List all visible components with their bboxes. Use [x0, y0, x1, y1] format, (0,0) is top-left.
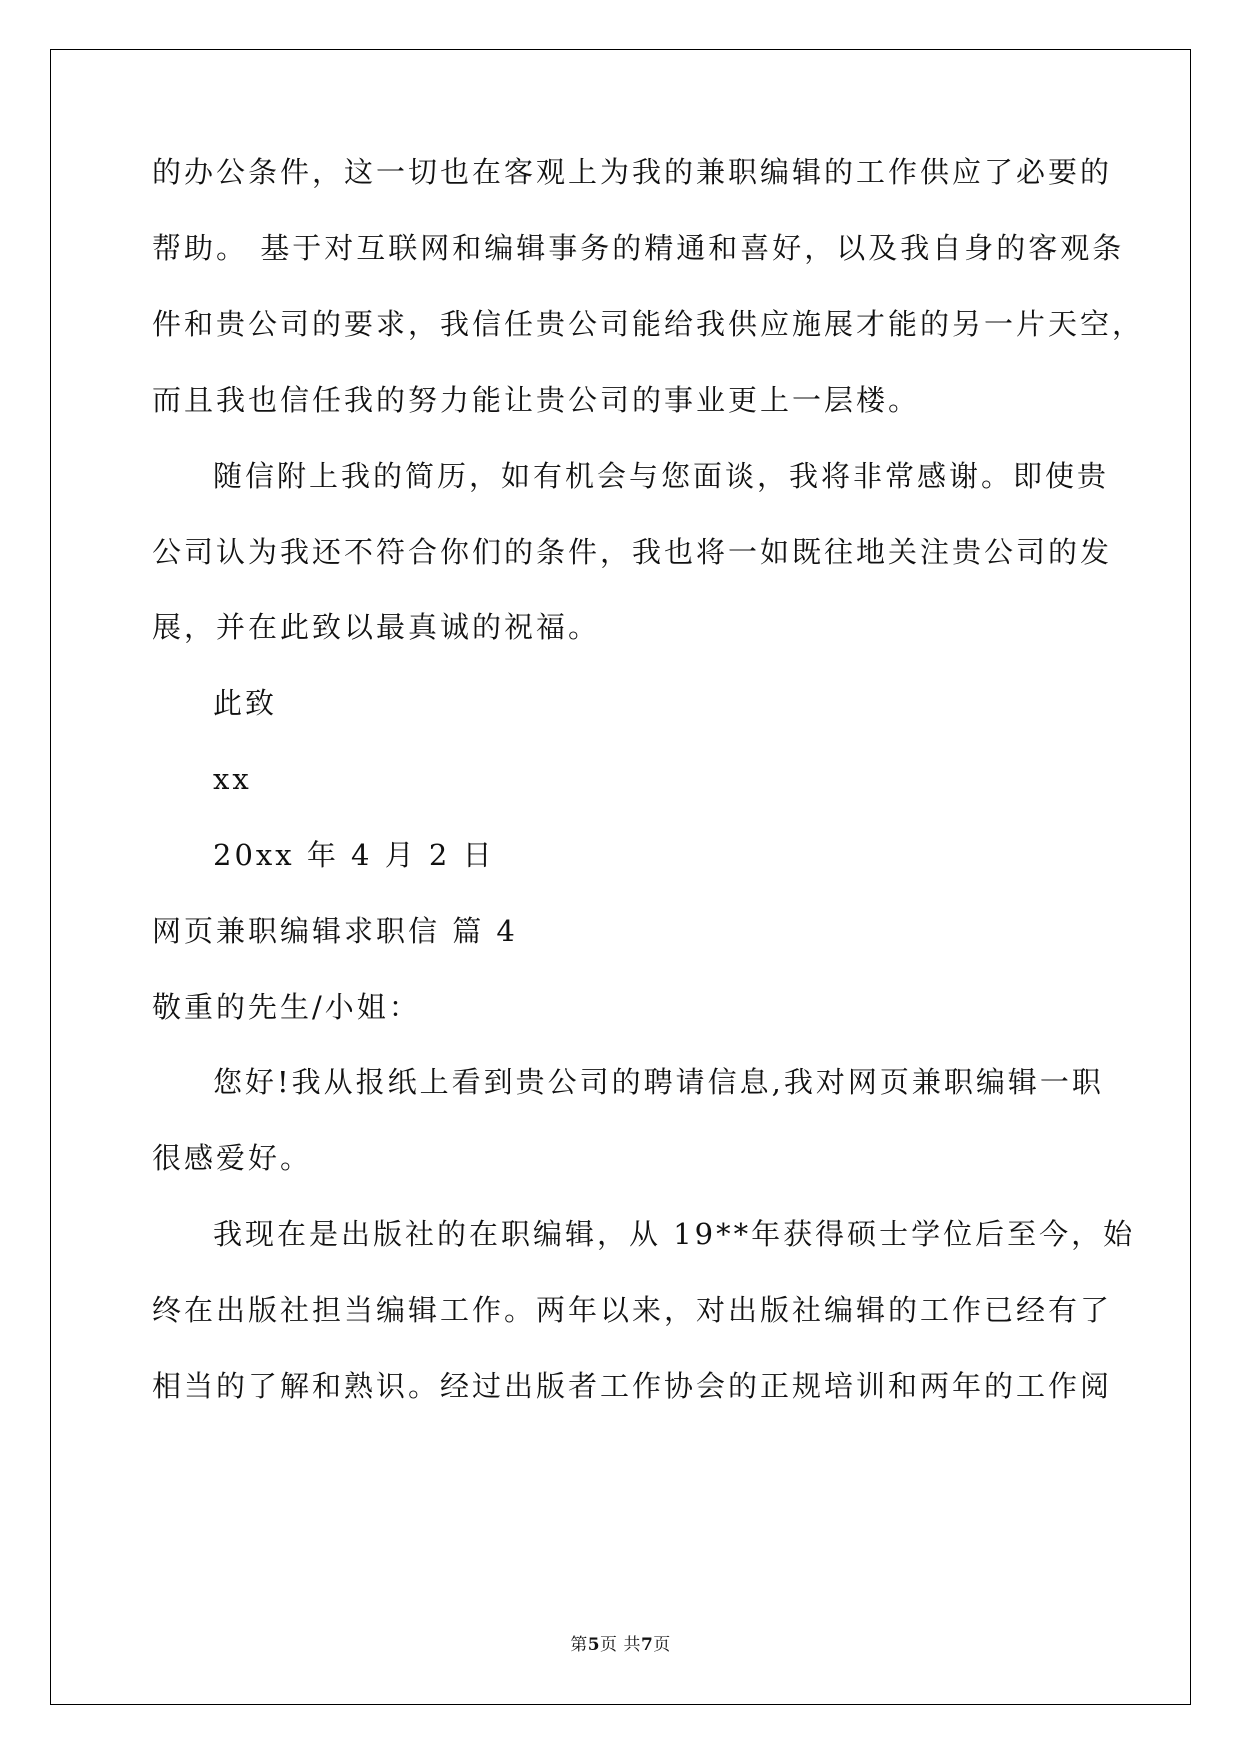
current-page-number: 5 — [587, 1635, 601, 1655]
page-footer — [0, 1630, 1241, 1655]
closing-salutation: 此致 — [213, 686, 278, 720]
body-line-14: 很感爱好。 — [152, 1141, 313, 1175]
footer-prefix: 第 — [570, 1635, 588, 1655]
body-line-15: 我现在是出版社的在职编辑，从 19**年获得硕士学位后至今，始 — [213, 1217, 1136, 1251]
section-heading: 网页兼职编辑求职信 篇 4 — [152, 914, 518, 948]
body-line-16: 终在出版社担当编辑工作。两年以来，对出版社编辑的工作已经有了 — [152, 1293, 1113, 1327]
body-line-1: 的办公条件，这一切也在客观上为我的兼职编辑的工作供应了必要的 — [152, 155, 1113, 189]
body-line-13: 您好!我从报纸上看到贵公司的聘请信息,我对网页兼职编辑一职 — [213, 1065, 1104, 1099]
body-line-4: 而且我也信任我的努力能让贵公司的事业更上一层楼。 — [152, 383, 921, 417]
total-page-number: 7 — [640, 1635, 654, 1655]
body-line-7: 展，并在此致以最真诚的祝福。 — [152, 610, 601, 644]
footer-suffix: 页 — [653, 1635, 671, 1655]
body-line-5: 随信附上我的简历，如有机会与您面谈，我将非常感谢。即使贵 — [213, 459, 1110, 493]
body-line-2: 帮助。 基于对互联网和编辑事务的精通和喜好，以及我自身的客观条 — [152, 231, 1125, 265]
footer-middle: 页 共 — [600, 1635, 641, 1655]
signature-name: xx — [213, 762, 252, 796]
body-line-6: 公司认为我还不符合你们的条件，我也将一如既往地关注贵公司的发 — [152, 535, 1113, 569]
body-line-3: 件和贵公司的要求，我信任贵公司能给我供应施展才能的另一片天空， — [152, 307, 1145, 341]
body-line-17: 相当的了解和熟识。经过出版者工作协会的正规培训和两年的工作阅 — [152, 1369, 1113, 1403]
letter-date: 20xx 年 4 月 2 日 — [213, 838, 495, 872]
page-border — [50, 49, 1191, 1705]
greeting: 敬重的先生/小姐： — [152, 990, 421, 1024]
